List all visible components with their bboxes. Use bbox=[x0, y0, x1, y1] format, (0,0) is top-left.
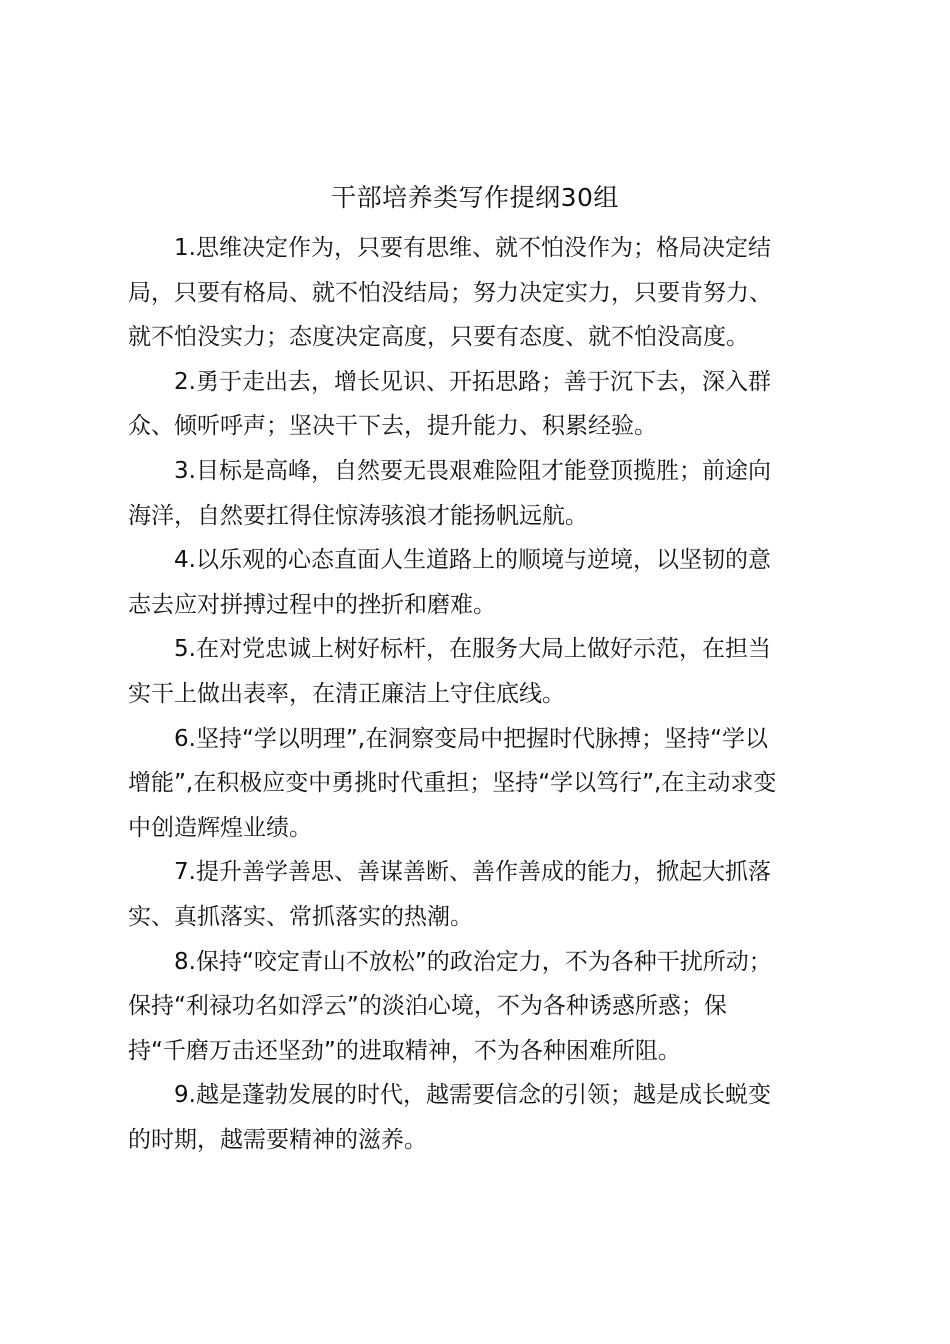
paragraph-line: 5.在对党忠诚上树好标杆，在服务大局上做好示范，在担当 bbox=[174, 636, 771, 663]
paragraph-line: 6.坚持“学以明理”,在洞察变局中把握时代脉搏；坚持“学以 bbox=[174, 725, 769, 752]
paragraph-line: 实、真抓落实、常抓落实的热潮。 bbox=[128, 903, 473, 930]
document-body bbox=[128, 226, 824, 1162]
paragraph-line: 7.提升善学善思、善谋善断、善作善成的能力，掀起大抓落 bbox=[174, 859, 771, 886]
paragraph-line: 众、倾听呼声；坚决干下去，提升能力、积累经验。 bbox=[128, 413, 657, 440]
paragraph-line: 8.保持“咬定青山不放松”的政治定力，不为各种干扰所动； bbox=[174, 948, 772, 975]
paragraph-line: 的时期，越需要精神的滋养。 bbox=[128, 1126, 427, 1153]
paragraph-line: 海洋，自然要扛得住惊涛骇浪才能扬帆远航。 bbox=[128, 502, 588, 529]
paragraph-line: 增能”,在积极应变中勇挑时代重担；坚持“学以笃行”,在主动求变 bbox=[128, 770, 777, 797]
paragraph-4 bbox=[128, 538, 824, 627]
paragraph-7 bbox=[128, 850, 824, 939]
document-title: 干部培养类写作提纲30组 bbox=[331, 183, 619, 212]
paragraph-line: 1.思维决定作为，只要有思维、就不怕没作为；格局决定结 bbox=[174, 235, 771, 261]
paragraph-line: 中创造辉煌业绩。 bbox=[128, 814, 312, 841]
paragraph-line: 保持“利禄功名如浮云”的淡泊心境，不为各种诱惑所惑；保 bbox=[128, 993, 727, 1020]
paragraph-1 bbox=[128, 226, 824, 360]
paragraph-line: 3.目标是高峰，自然要无畏艰难险阻才能登顶揽胜；前途向 bbox=[174, 457, 771, 484]
paragraph-5 bbox=[128, 627, 824, 716]
paragraph-6 bbox=[128, 717, 824, 851]
paragraph-9 bbox=[128, 1073, 824, 1162]
paragraph-2 bbox=[128, 360, 824, 449]
paragraph-8 bbox=[128, 940, 824, 1074]
paragraph-line: 志去应对拼搏过程中的挫折和磨难。 bbox=[128, 591, 496, 618]
paragraph-3 bbox=[128, 449, 824, 538]
paragraph-line: 持“千磨万击还坚劲”的进取精神，不为各种困难所阻。 bbox=[128, 1037, 681, 1064]
paragraph-line: 就不怕没实力；态度决定高度，只要有态度、就不怕没高度。 bbox=[128, 324, 749, 351]
paragraph-line: 2.勇于走出去，增长见识、开拓思路；善于沉下去，深入群 bbox=[174, 368, 771, 395]
paragraph-line: 4.以乐观的心态直面人生道路上的顺境与逆境，以坚韧的意 bbox=[174, 547, 771, 574]
paragraph-line: 局，只要有格局、就不怕没结局；努力决定实力，只要肯努力、 bbox=[128, 279, 772, 306]
paragraph-line: 实干上做出表率，在清正廉洁上守住底线。 bbox=[128, 680, 565, 707]
paragraph-line: 9.越是蓬勃发展的时代，越需要信念的引领；越是成长蜕变 bbox=[174, 1082, 771, 1109]
